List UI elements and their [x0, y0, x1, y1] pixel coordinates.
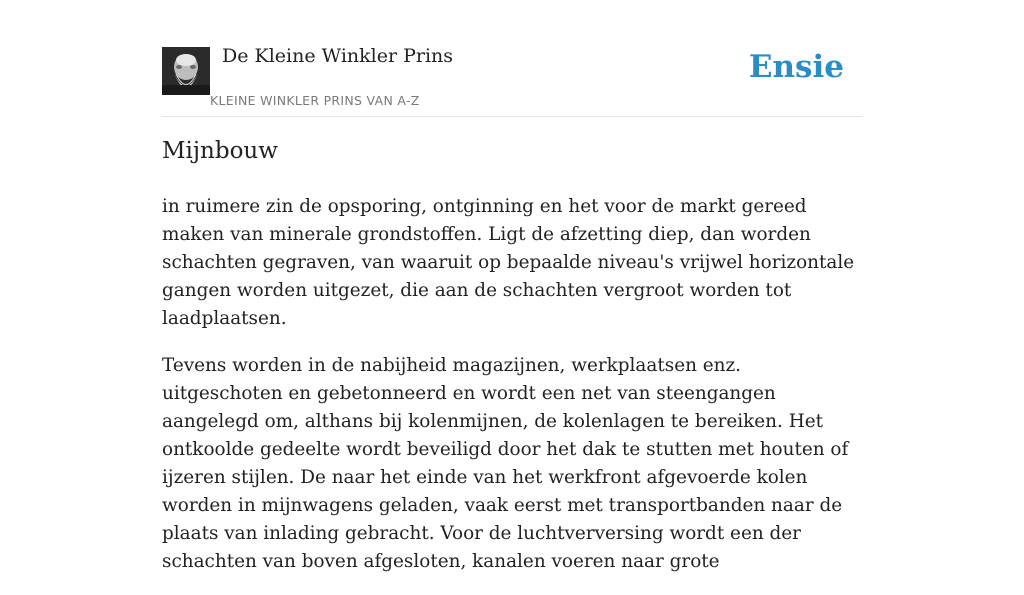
paragraph: Tevens worden in de nabijheid magazijnen, werkplaatsen enz. uitgeschoten en gebetonneerd en wordt een net van steengangen aangelegd om, althans bij kolenmijnen, de kolenlagen te bereiken. Het ontkoolde gedeelte wordt beveiligd door het dak te stutten met houten of ijzeren stijlen. De naar het einde van het werkfront afgevoerde kolen worden in mijnwagens geladen, vaak eerst met transportbanden naar de plaats van inlading gebracht. Voor de luchtverversing wordt een der schachten van boven afgesloten, kanalen voeren naar grote [162, 355, 849, 572]
page-title: Mijnbouw [162, 138, 278, 164]
source-title[interactable]: De Kleine Winkler Prins [222, 45, 454, 67]
brand-logo[interactable]: Ensie [748, 49, 844, 85]
paragraph: in ruimere zin de opsporing, ontginning en het voor de markt gereed maken van minerale grondstoffen. Ligt de afzetting diep, dan worden schachten gegraven, van waaruit op bepaalde niveau's vrijwel horizontale gangen worden uitgezet, die aan de schachten vergroot worden tot laadplaatsen. [162, 196, 855, 329]
header [162, 0, 862, 117]
article-body [162, 193, 862, 595]
source-subtitle[interactable]: KLEINE WINKLER PRINS VAN A-Z [210, 93, 420, 108]
author-portrait-icon[interactable] [162, 47, 210, 95]
